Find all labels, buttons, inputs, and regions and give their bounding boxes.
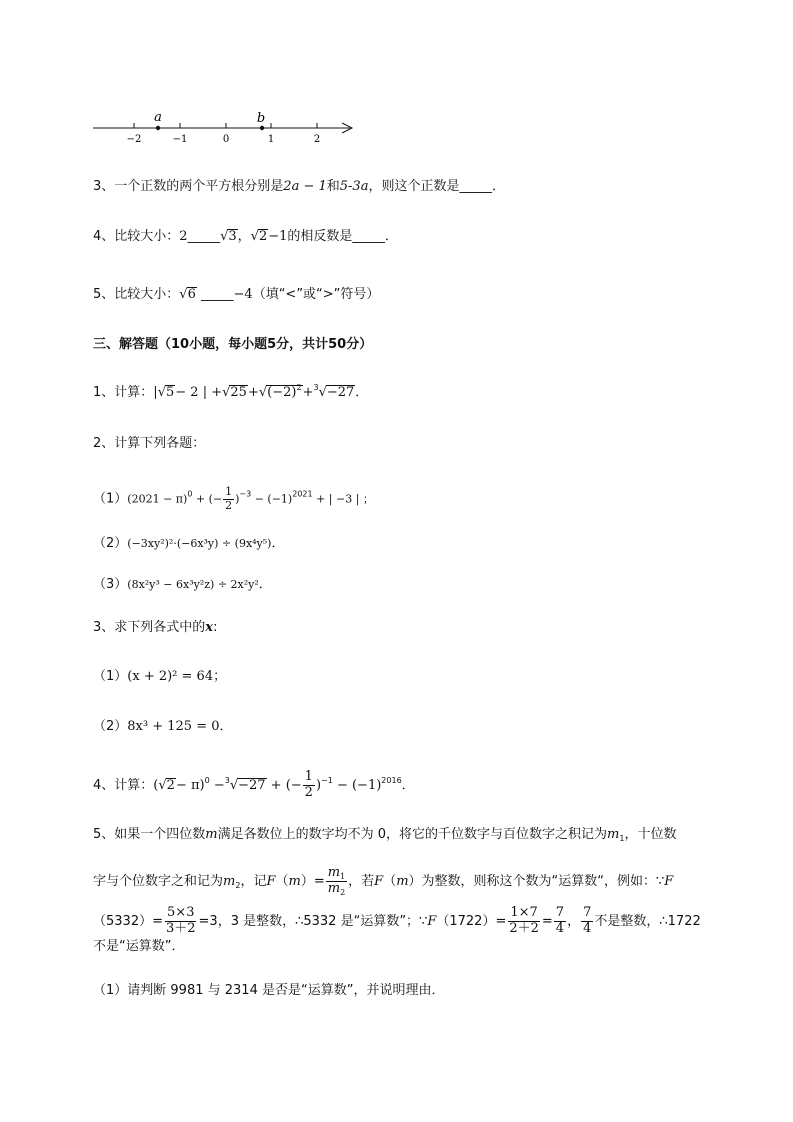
problem-3: 3、求下列各式中的x:: [93, 620, 218, 635]
problem-3-sub-2: （2）8x³ + 125 = 0．: [93, 719, 233, 734]
problem-5-line-2: 字与个位数字之和记为$m_2$，记F（m）= $\frac{m_1}{m_2}$ ，若F（m）为整数，则称这个数为“运算数“，例如：∵F: [93, 865, 674, 897]
tick-label: 1: [267, 134, 275, 145]
problem-5-line-4: 不是“运算数”．: [93, 939, 185, 954]
problem-2: 2、计算下列各题：: [93, 436, 206, 451]
problem-5-line-1: 5、如果一个四位数m满足各数位上的数字均不为 0，将它的千位数字与百位数字之积记为$m_1$，十位数: [93, 827, 677, 843]
problem-5-line-3: （5332）= $\frac{5\times 3}{3+2}$ =3，3 是整数，∴5332 是“运算数”；∵F（1722）= $\frac{1\times 7}{2+2}$ = $\frac{7}{4}$ ， $\frac{7}{4}$ 不是整数，∴1722: [93, 905, 701, 936]
point-b-label: b: [256, 111, 266, 126]
problem-1: 1、计算：|√5− 2 | $+√25+√(-2)^2+^3√-27$．: [93, 383, 369, 400]
number-line: [0, 0, 793, 160]
problem-2-sub-3: （3）(8x²y³ − 6x³y²z) ÷ 2x²y²．: [93, 577, 272, 592]
section-3-title: 三、解答题（10小题，每小题5分，共计50分）: [93, 337, 373, 352]
problem-3-sub-1: （1）(x + 2)² = 64；: [93, 669, 227, 684]
problem-4: 4、计算：$(√2- \pi)^0 -^3√-27$ + (− $\frac{1}{2}$ )$^{-1} - (-1)^{2016}$．: [93, 769, 415, 800]
problem-2-sub-2: （2）(−3xy²)²·(−6x³y) ÷ (9x⁴y⁵)．: [93, 536, 285, 551]
tick-label: 0: [222, 134, 230, 145]
point-a-label: a: [154, 110, 162, 125]
tick-label: 2: [313, 134, 321, 145]
tick-label: −2: [126, 134, 142, 145]
question-5: 5、比较大小：√6 _____−4（填“<”或“>”符号）: [93, 287, 380, 302]
question-4: 4、比较大小：2_____√3，√2−1的相反数是_____．: [93, 229, 398, 244]
question-3: 3、一个正数的两个平方根分别是2a − 1和5-3a，则这个正数是_____．: [93, 179, 505, 194]
problem-2-sub-1: $(1)(2021 - \pi)^0$ + (− $\frac{1}{2}$ )$^{-3} - (-1)^{2021}$ + | −3 | ；: [93, 485, 374, 512]
problem-5-sub-1: （1）请判断 9981 与 2314 是否是“运算数”，并说明理由．: [93, 983, 445, 998]
tick-label: −1: [172, 134, 188, 145]
